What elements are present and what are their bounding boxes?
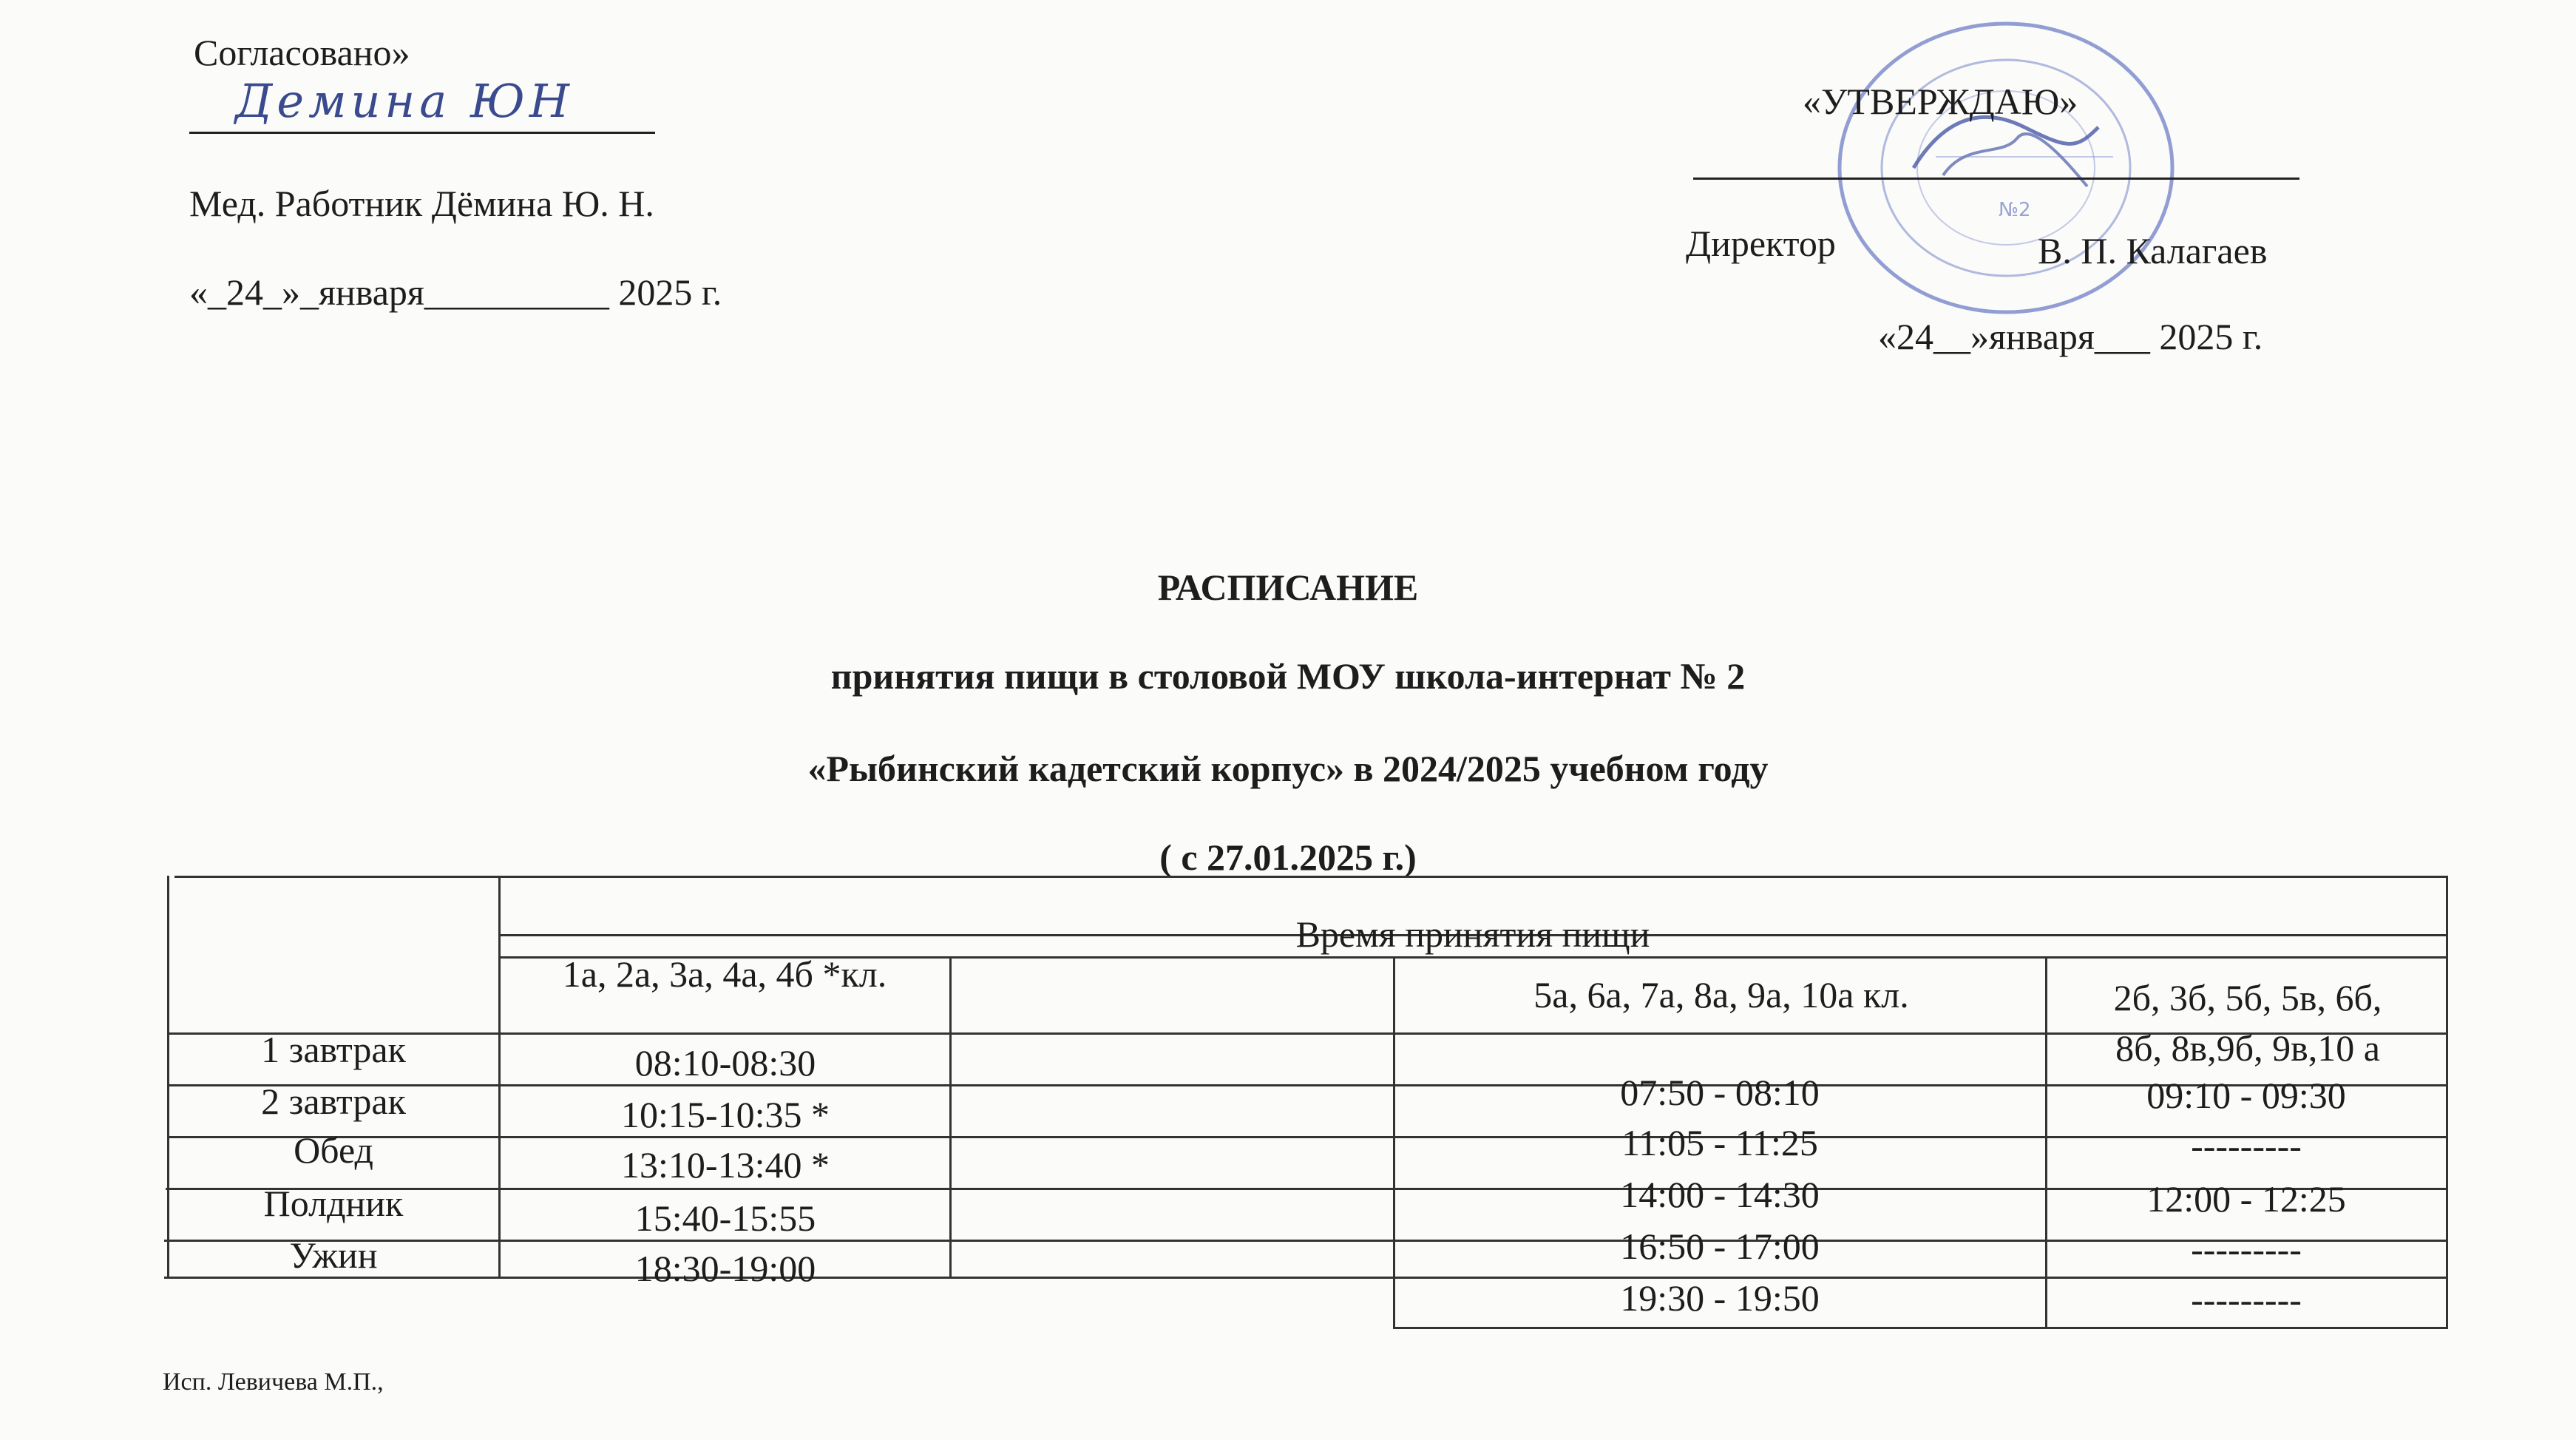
title-date: ( с 27.01.2025 г.) xyxy=(1159,836,1417,878)
time-cell: 08:10-08:30 xyxy=(634,1042,816,1084)
time-cell: 09:10 - 09:30 xyxy=(2146,1075,2346,1116)
group-2-header: 5а, 6а, 7а, 8а, 9а, 10а кл. xyxy=(1533,974,1909,1015)
director-name: В. П. Калагаев xyxy=(2038,230,2268,271)
time-cell: 13:10-13:40 * xyxy=(621,1144,830,1186)
group-1-header: 1а, 2а, 3а, 4а, 4б *кл. xyxy=(562,953,887,995)
time-cell: --------- xyxy=(2191,1228,2302,1270)
time-cell: 19:30 - 19:50 xyxy=(1620,1277,1820,1319)
official-stamp xyxy=(1832,16,2180,320)
left-signature: Демина ЮН xyxy=(235,74,574,128)
meal-name: Обед xyxy=(294,1129,373,1171)
table-header-main: Время принятия пищи xyxy=(1295,913,1650,955)
title-line-3: «Рыбинский кадетский корпус» в 2024/2025 учебном году xyxy=(807,748,1769,789)
med-worker-position: Мед. Работник Дёмина Ю. Н. xyxy=(189,183,654,224)
meal-name: 2 завтрак xyxy=(261,1081,406,1122)
time-cell: 07:50 - 08:10 xyxy=(1620,1072,1820,1113)
group-3-header-line1: 2б, 3б, 5б, 5в, 6б, xyxy=(2113,977,2382,1018)
approve-label: «УТВЕРЖДАЮ» xyxy=(1803,81,2078,122)
table-border-top xyxy=(174,876,2447,878)
left-approval-date: «_24_»_января__________ 2025 г. xyxy=(189,271,722,313)
time-cell: 10:15-10:35 * xyxy=(621,1094,830,1135)
time-cell: --------- xyxy=(2191,1125,2302,1166)
right-approval-date: «24__»января___ 2025 г. xyxy=(1878,316,2263,357)
group-3-header-line2: 8б, 8в,9б, 9в,10 а xyxy=(2115,1027,2380,1069)
director-role: Директор xyxy=(1686,223,1836,264)
time-cell: 15:40-15:55 xyxy=(634,1197,816,1239)
agreed-label: Согласовано» xyxy=(194,32,410,73)
time-cell: --------- xyxy=(2191,1279,2302,1320)
time-cell: 16:50 - 17:00 xyxy=(1620,1226,1820,1267)
title-line-2: принятия пищи в столовой МОУ школа-интернат № 2 xyxy=(830,655,1746,697)
table-border-right xyxy=(2446,876,2448,1329)
time-cell: 12:00 - 12:25 xyxy=(2146,1178,2346,1220)
meal-name: 1 завтрак xyxy=(261,1029,406,1070)
document-title: РАСПИСАНИЕ xyxy=(1157,567,1419,608)
executor-note: Исп. Левичева М.П., xyxy=(163,1368,384,1396)
meal-name: Полдник xyxy=(263,1183,404,1224)
left-signature-line xyxy=(189,132,655,134)
svg-text:№2: №2 xyxy=(1999,199,2031,221)
meal-name: Ужин xyxy=(289,1234,378,1276)
time-cell: 11:05 - 11:25 xyxy=(1621,1122,1818,1163)
time-cell: 14:00 - 14:30 xyxy=(1620,1174,1820,1215)
table-border-bottom xyxy=(1393,1327,2447,1329)
director-signature-line xyxy=(1693,178,2299,180)
time-cell: 18:30-19:00 xyxy=(634,1248,816,1289)
